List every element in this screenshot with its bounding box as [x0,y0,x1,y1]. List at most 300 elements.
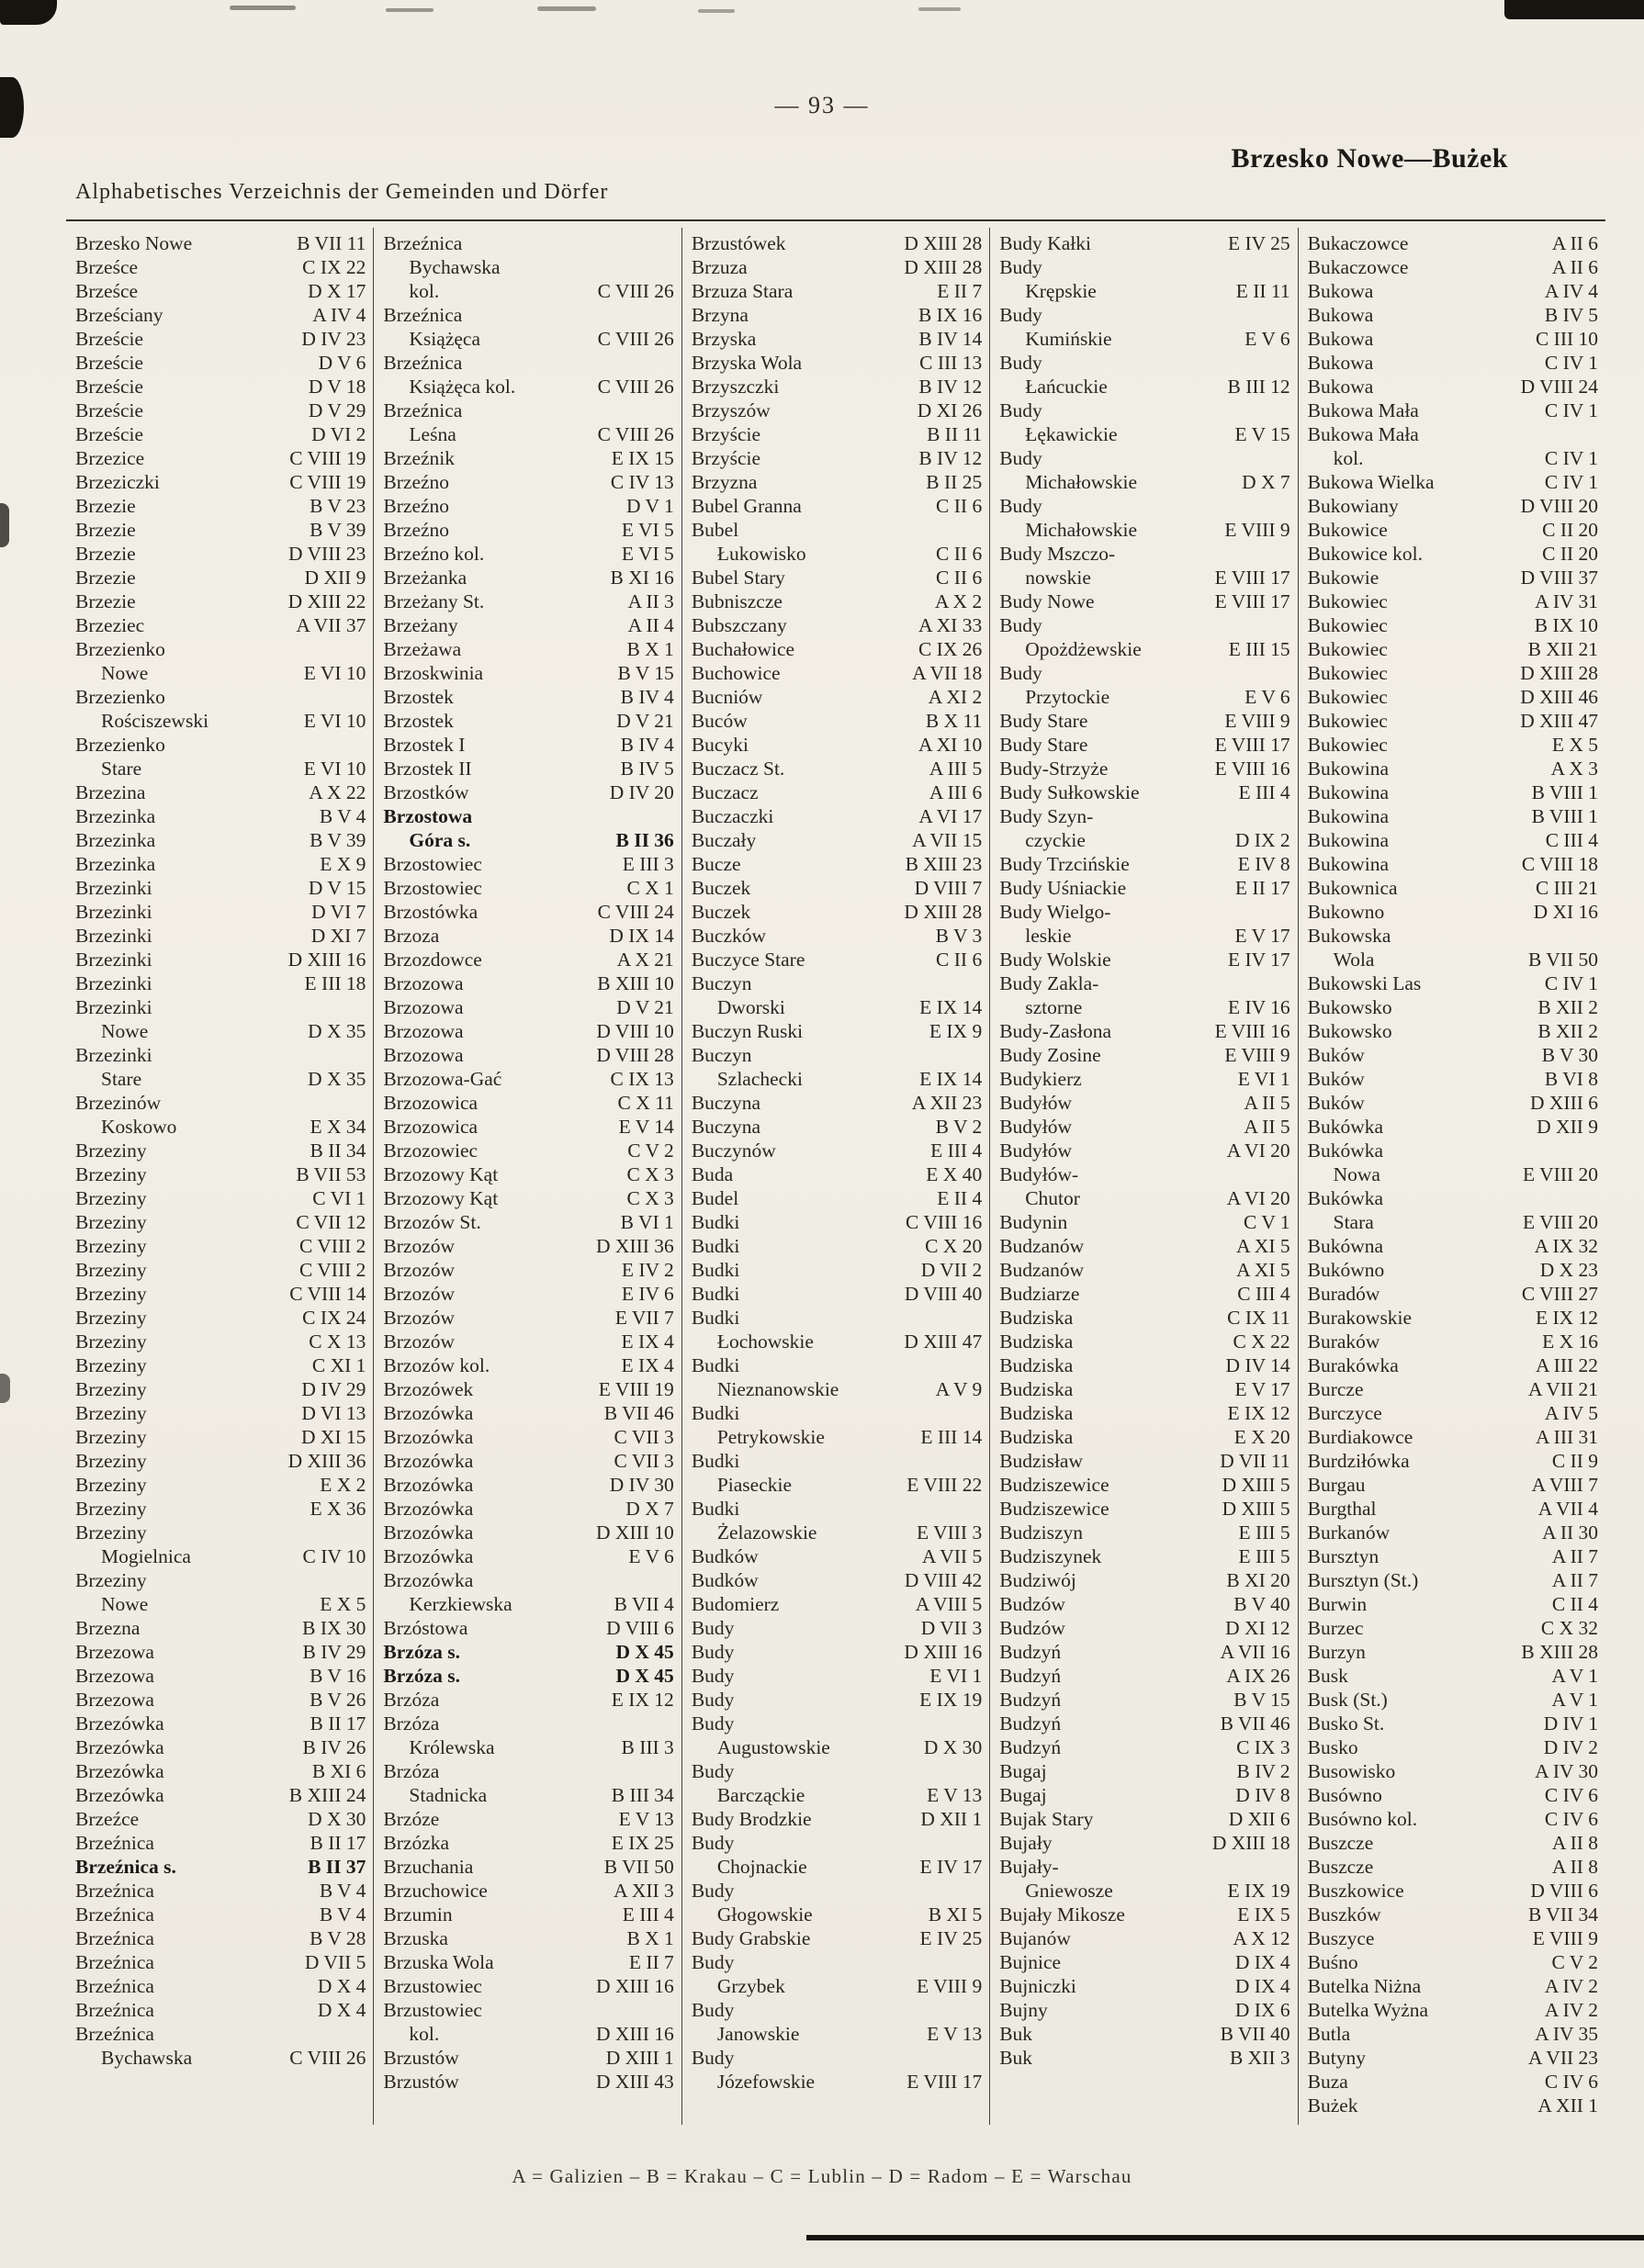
place-code: C IX 22 [302,256,366,278]
place-name: Budel [691,1187,739,1209]
place-code: A IX 32 [1534,1235,1599,1257]
place-code: D XIII 47 [904,1330,983,1353]
place-code: E X 2 [320,1474,366,1496]
index-entry [999,1664,1289,1688]
place-name: Burczyce [1307,1402,1382,1424]
index-entry [692,1091,982,1115]
place-code: B III 12 [1227,376,1290,398]
place-name: Budy Sułkowskie [999,781,1140,803]
place-code: E X 40 [926,1163,983,1185]
scan-artifact-top-right [1504,0,1644,19]
index-entry [383,1282,673,1306]
index-entry [1308,1115,1598,1139]
index-entry [692,1903,982,1926]
place-name: Brzezienko [75,734,165,756]
place-name: Brzeziny [75,1474,147,1496]
index-entry [75,470,366,494]
place-code: B IX 16 [918,304,983,326]
index-entry [75,1807,366,1831]
index-entry [999,399,1289,422]
place-name: Budy [999,399,1042,421]
place-name: Budy Trzcińskie [999,853,1130,875]
place-name: Bubel Granna [691,495,802,517]
place-code: D XIII 16 [904,1641,983,1663]
place-code: E IV 16 [1227,996,1290,1018]
place-code: E VIII 16 [1214,758,1290,780]
place-code [1285,613,1290,637]
index-entry [692,2070,982,2094]
place-code: A III 6 [929,781,983,803]
index-entry [1308,470,1598,494]
index-entry [383,1353,673,1377]
index-entry [75,231,366,255]
place-code: B V 15 [1233,1689,1290,1711]
place-name: Bukaczowce [1307,256,1409,278]
place-name: Brzeście [75,352,144,374]
place-code: A VII 4 [1537,1498,1599,1520]
place-code: C IX 13 [610,1068,674,1090]
index-entry [75,1735,366,1759]
place-name: Brzóze [383,1808,440,1830]
index-entry [999,1210,1289,1234]
place-name: Brzozowa [383,1044,464,1066]
place-name: Buczyce Stare [691,949,805,971]
place-name: Brzóza [383,1712,440,1735]
place-name: Buk [999,2023,1033,2045]
index-entry [1308,852,1598,876]
place-name: Buszcze [1307,1856,1374,1878]
place-code: D XII 6 [1228,1808,1290,1830]
place-name: Brzeżany [383,614,458,636]
place-name: Łochowskie [716,1330,814,1353]
index-entry [383,2046,673,2070]
place-code: D X 23 [1539,1259,1599,1281]
place-code: D VIII 10 [596,1020,674,1042]
place-name: Brzezowa [75,1665,154,1687]
place-name: Brzostek [383,686,454,708]
place-code: D X 45 [615,1665,674,1687]
index-entry [692,924,982,948]
place-name: Brzezinki [75,901,152,923]
place-name: Budzyń [999,1665,1062,1687]
index-entry [999,351,1289,375]
place-code [976,2046,982,2070]
place-name: Brzeźnica [75,2023,154,2045]
place-code: B VIII 1 [1531,781,1599,803]
index-entry [692,1353,982,1377]
place-name: Brzeźnica [75,1999,154,2021]
place-code: B II 37 [308,1856,366,1878]
place-code: D V 18 [308,376,366,398]
place-code: E X 16 [1542,1330,1599,1353]
place-name: Budy Uśniackie [999,877,1127,899]
place-code: E III 3 [622,853,674,875]
index-entry [692,2022,982,2046]
index-entry [999,1831,1289,1855]
place-name: Budy Brodzkie [691,1808,812,1830]
place-name: Budy [691,2047,735,2069]
place-code: A VII 21 [1527,1378,1599,1400]
place-code: C II 9 [1551,1450,1599,1472]
place-code: A II 30 [1542,1521,1599,1544]
place-name: Budy Mszczo- [999,543,1116,565]
index-entry [383,1449,673,1473]
place-code: C VIII 19 [289,471,366,493]
place-name: Łańcuckie [1025,376,1108,398]
place-code: D V 21 [616,996,674,1018]
place-name: Bukowno [1307,901,1385,923]
place-code [1285,971,1290,995]
place-name: Burakowskie [1307,1307,1413,1329]
place-name: Brzeziny [75,1211,147,1233]
place-code: B V 4 [319,1903,366,1926]
index-entry [1308,1043,1598,1067]
index-entry [75,1950,366,1974]
place-code: D IV 20 [609,781,674,803]
index-entry [383,1139,673,1162]
place-name: Buczały [691,829,757,851]
place-code: D XIII 28 [1520,662,1599,684]
place-code: E IV 2 [621,1259,674,1281]
index-entry [75,661,366,685]
index-entry [1308,971,1598,995]
scan-smudge [698,9,735,13]
place-code: C X 32 [1540,1617,1599,1639]
place-code: B IV 5 [1544,304,1599,326]
place-name: Brześciany [75,304,163,326]
place-code: C IV 1 [1544,399,1599,421]
place-code: D XIII 28 [904,901,983,923]
index-entry [1308,1712,1598,1735]
place-name: Budy-Strzyże [999,758,1109,780]
place-code: D XIII 6 [1529,1092,1599,1114]
place-name: Buk [999,2047,1033,2069]
place-code: D V 15 [308,877,366,899]
place-name: Głogowskie [716,1903,813,1926]
place-name: Brzeście [75,423,144,445]
index-entry [1308,1998,1598,2022]
place-code: B X 1 [626,638,674,660]
place-name: Brzeziny [75,1498,147,1520]
place-code: A II 6 [1551,232,1599,254]
place-name: Książęca [409,328,480,350]
place-name: Brzozówka [383,1569,474,1591]
scan-artifact-top-left [0,0,57,25]
index-entry [999,1282,1289,1306]
place-name: Brzezie [75,590,136,612]
index-entry [75,1139,366,1162]
place-name: Brzeżanka [383,567,467,589]
place-code: E VI 5 [621,519,674,541]
place-code: D VIII 42 [904,1569,983,1591]
place-code: D VIII 40 [904,1283,983,1305]
place-name: Buszkowice [1307,1880,1404,1902]
index-entry [75,1759,366,1783]
place-name: Buczyn [691,1044,752,1066]
index-entry [692,709,982,733]
place-name: Bursztyn (St.) [1307,1569,1419,1591]
index-entry [999,900,1289,924]
index-entry [692,1162,982,1186]
index-entry [999,1377,1289,1401]
place-name: Brzozówka [383,1402,474,1424]
index-entry [1308,1425,1598,1449]
place-name: Bukówka [1307,1140,1384,1162]
place-code [669,804,674,828]
place-name: Bukowa Mała [1307,423,1419,445]
place-name: Brzeźnica [75,1975,154,1997]
index-entry [999,1043,1289,1067]
place-code: E II 7 [628,1951,674,1973]
place-code: D XI 12 [1225,1617,1290,1639]
place-code: D IV 1 [1543,1712,1599,1735]
place-name: Budy Zosine [999,1044,1101,1066]
index-entry [383,446,673,470]
place-code: B V 40 [1233,1593,1290,1615]
place-name: Budy [691,1712,735,1735]
place-name: Budy [691,1665,735,1687]
place-code: A II 8 [1551,1856,1599,1878]
place-code: E IX 14 [919,996,983,1018]
index-entry [75,1067,366,1091]
place-code: A V 1 [1551,1689,1599,1711]
place-code: D VIII 37 [1520,567,1599,589]
place-name: Brzozów St. [383,1211,481,1233]
place-name: Janowskie [716,2023,800,2045]
index-entry [999,1544,1289,1568]
place-name: Brześce [75,280,139,302]
place-code: D V 6 [318,352,366,374]
place-name: Brzezinka [75,853,156,875]
index-entry [999,948,1289,971]
place-name: Łukowisko [716,543,806,565]
index-entry [1308,828,1598,852]
index-entry [692,1139,982,1162]
index-entry [75,566,366,589]
place-code: B XII 2 [1537,996,1599,1018]
place-name: Budyłów- [999,1163,1079,1185]
index-entry [999,1139,1289,1162]
place-code: A VI 17 [918,805,983,827]
index-entry [383,1258,673,1282]
place-code: D IV 30 [609,1474,674,1496]
index-entry [692,1831,982,1855]
index-entry [383,1019,673,1043]
place-name: Brzeźnica [383,304,463,326]
index-entry [1308,1616,1598,1640]
place-name: Brzeście [75,376,144,398]
place-code: C VIII 19 [289,447,366,469]
place-code [976,1998,982,2022]
place-code: E IX 19 [919,1689,983,1711]
place-name: Brzyszczki [691,376,780,398]
index-entry [75,518,366,542]
place-name: Brzustowiec [383,1999,482,2021]
place-name: Brzeziczki [75,471,160,493]
place-name: Brzustowiec [383,1975,482,1997]
place-name: Buców [691,710,748,732]
place-code: E VIII 16 [1214,1020,1290,1042]
index-entry [692,1688,982,1712]
place-name: Bucniów [691,686,763,708]
index-entry [692,446,982,470]
place-name: Buszków [1307,1903,1381,1926]
index-entry [999,1568,1289,1592]
index-entry [75,1091,366,1115]
place-name: Busowisko [1307,1760,1396,1782]
index-entry [383,1497,673,1521]
place-name: Brzeziny [75,1163,147,1185]
place-code: C VIII 27 [1521,1283,1599,1305]
index-entry [75,351,366,375]
place-code: E III 5 [1238,1545,1290,1567]
index-entry [692,1926,982,1950]
index-entry [692,1497,982,1521]
place-name: Brzeziny [75,1569,147,1591]
place-name: Budków [691,1569,759,1591]
index-entry [383,2022,673,2046]
index-entry [692,1544,982,1568]
place-name: Bukowa [1307,280,1374,302]
place-name: Brzuza Stara [691,280,794,302]
place-name: Brzozowy Kąt [383,1187,499,1209]
index-entry [692,1735,982,1759]
index-entry [1308,351,1598,375]
index-entry [1308,566,1598,589]
place-name: Buszcze [1307,1832,1374,1854]
place-code: C VIII 2 [298,1235,366,1257]
place-code: E V 14 [618,1116,674,1138]
index-entry [75,1688,366,1712]
index-entry [75,1616,366,1640]
place-code: E X 36 [310,1498,366,1520]
place-name: Brzeźnica s. [75,1856,176,1878]
place-code: B XIII 10 [597,972,674,994]
place-name: Brzozówka [383,1426,474,1448]
place-name: Brzezinki [75,972,152,994]
place-code [360,1043,366,1067]
place-code: D XIII 10 [596,1521,674,1544]
index-entry [383,1067,673,1091]
index-entry [692,255,982,279]
place-name: Brzóstowa [383,1617,468,1639]
index-entry [692,542,982,566]
place-code: D XIII 43 [596,2071,674,2093]
place-name: Bujały Mikosze [999,1903,1125,1926]
place-code: B IV 12 [918,447,983,469]
place-name: Brzezinka [75,805,156,827]
index-entry [75,422,366,446]
place-code: D XIII 5 [1222,1498,1290,1520]
place-name: Budy [999,662,1042,684]
index-entry [75,494,366,518]
index-entry [1308,1401,1598,1425]
place-name: Brzustówek [691,232,786,254]
place-name: Brzozów [383,1307,456,1329]
place-code: C II 4 [1551,1593,1599,1615]
index-entry [1308,900,1598,924]
place-code [1285,1855,1290,1879]
place-name: Góra s. [409,829,471,851]
index-entry [999,1401,1289,1425]
header-title: Alphabetisches Verzeichnis der Gemeinden und Dörfer [75,180,609,204]
index-entry [75,1186,366,1210]
place-name: Buśno [1307,1951,1358,1973]
index-entry [75,1926,366,1950]
scan-smudge [230,6,296,10]
index-entry [1308,637,1598,661]
place-name: Busko St. [1307,1712,1385,1735]
place-name: Buczynów [691,1140,776,1162]
place-code: C VIII 26 [597,328,674,350]
place-name: Michałowskie [1025,471,1138,493]
place-code: C VII 3 [614,1426,674,1448]
index-entry [999,1616,1289,1640]
place-code: A VI 20 [1226,1187,1290,1209]
place-name: Petrykowskie [716,1426,825,1448]
place-name: Leśna [409,423,456,445]
place-name: Dworski [716,996,785,1018]
place-code: B VII 40 [1220,2023,1290,2045]
place-name: Brzeźnica [383,232,463,254]
index-entry [1308,542,1598,566]
index-entry [383,995,673,1019]
index-entry [999,375,1289,399]
place-code: D XI 7 [310,925,366,947]
place-code [976,1353,982,1377]
index-entry [692,1425,982,1449]
index-entry [999,924,1289,948]
index-entry [383,470,673,494]
index-entry [1308,1640,1598,1664]
index-entry [1308,1258,1598,1282]
index-entry [383,542,673,566]
index-entry [999,1019,1289,1043]
place-name: Budy [691,1641,735,1663]
place-name: Brzezinki [75,949,152,971]
index-entry [692,1186,982,1210]
index-entry [1308,1879,1598,1903]
place-code: C II 6 [936,949,983,971]
place-name: Brzeziny [75,1521,147,1544]
index-entry [1308,733,1598,757]
place-code: C II 20 [1542,543,1599,565]
place-name: Bukowiec [1307,734,1388,756]
place-code [976,518,982,542]
place-code: B V 3 [935,925,983,947]
place-code: A II 4 [627,614,674,636]
place-name: Bukowiec [1307,638,1388,660]
index-entry [999,1807,1289,1831]
place-code: B V 23 [310,495,366,517]
place-name: Brzezienko [75,686,165,708]
index-entry [383,1425,673,1449]
place-code: E IV 17 [1227,949,1290,971]
index-entry [75,757,366,780]
index-entry [75,900,366,924]
index-entry [999,279,1289,303]
place-name: Żelazowskie [716,1521,817,1544]
place-code: B XIII 28 [1521,1641,1599,1663]
place-code: C VI 1 [312,1187,366,1209]
place-code: E VIII 3 [916,1521,983,1544]
place-name: Brzeźnica [383,352,463,374]
index-entry [75,1473,366,1497]
place-code: A IV 2 [1544,1999,1599,2021]
place-name: Bukowina [1307,805,1390,827]
index-entry [999,1162,1289,1186]
index-entry [75,1377,366,1401]
